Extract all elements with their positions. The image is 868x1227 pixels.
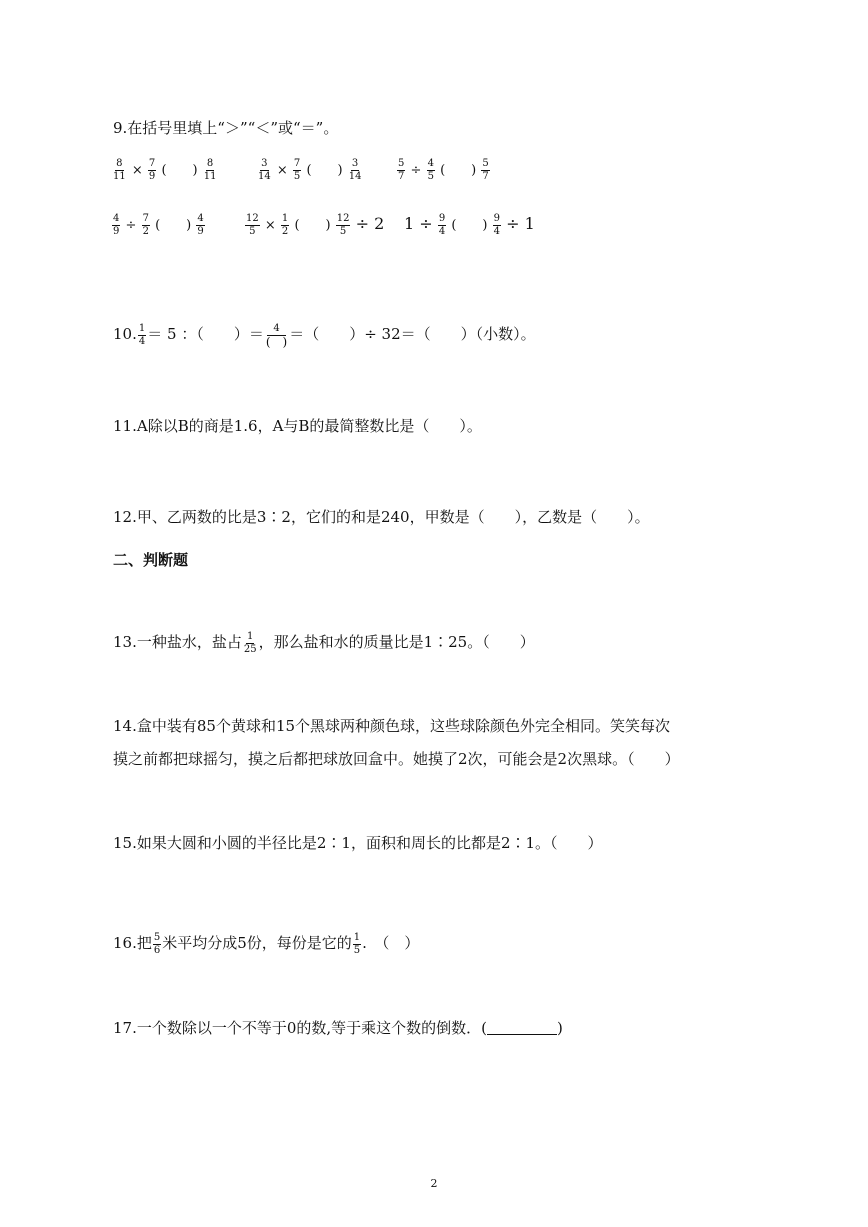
fraction: $\frac{12}{5}$ bbox=[246, 213, 259, 237]
fraction: $\frac{3}{14}$ bbox=[348, 158, 362, 182]
fraction: $\frac{1}{5}$ bbox=[353, 932, 361, 956]
page-number: 2 bbox=[430, 1177, 438, 1190]
answer-blank[interactable]: ( ) bbox=[294, 218, 331, 233]
answer-blank[interactable]: ( ) bbox=[161, 163, 198, 178]
q9-expr-5: $\frac{12}{5}$ × $\frac{1}{2}$ ( ) $\frac{12}{5}$ ÷ 2 bbox=[246, 213, 385, 237]
question-15: 15.如果大圆和小圆的半径比是2∶1，面积和周长的比都是2∶1。（ ） bbox=[113, 834, 603, 852]
section-title: 二、判断题 bbox=[113, 551, 189, 569]
blank-fraction[interactable]: $\frac{4}{( )}$ bbox=[265, 323, 288, 349]
fraction: $\frac{9}{4}$ bbox=[493, 213, 500, 237]
fraction: $\frac{7}{5}$ bbox=[293, 158, 301, 182]
question-11: 11.A除以B的商是1.6，A与B的最简整数比是（ ）。 bbox=[113, 417, 482, 435]
fraction: $\frac{4}{9}$ bbox=[113, 213, 120, 237]
answer-blank[interactable]: ( ) bbox=[440, 163, 477, 178]
question-10: 10. $\frac{1}{4}$ ＝ 5 ：（ ）＝ $\frac{4}{( )}$ ＝（ ）÷ 32＝（ ）（小数）。 bbox=[113, 323, 536, 349]
fraction: $\frac{8}{11}$ bbox=[203, 158, 217, 182]
question-9-title: 9.在括号里填上“＞”“＜”或“＝”。 bbox=[113, 119, 339, 137]
question-14-line-1: 14.盒中装有85个黄球和15个黑球两种颜色球，这些球除颜色外完全相同。笑笑每次 bbox=[113, 717, 671, 735]
q9-expr-4: $\frac{4}{9}$ ÷ $\frac{7}{2}$ ( ) $\frac{4}{9}$ bbox=[113, 213, 204, 237]
q9-expr-6: 1 ÷ $\frac{9}{4}$ ( ) $\frac{9}{4}$ ÷ 1 bbox=[404, 213, 535, 237]
question-14-line-2: 摸之前都把球摇匀，摸之后都把球放回盒中。她摸了2次，可能会是2次黑球。（ ） bbox=[113, 750, 680, 768]
fraction: $\frac{5}{6}$ bbox=[153, 932, 161, 956]
fraction: $\frac{4}{5}$ bbox=[427, 158, 434, 182]
q9-expr-1: $\frac{8}{11}$ × $\frac{7}{9}$ ( ) $\frac{8}{11}$ bbox=[113, 158, 217, 182]
answer-blank[interactable]: ( ) bbox=[155, 218, 192, 233]
answer-blank[interactable] bbox=[487, 1020, 557, 1035]
fraction: $\frac{1}{2}$ bbox=[281, 213, 289, 237]
fraction: $\frac{1}{4}$ bbox=[138, 323, 146, 347]
question-13: 13.一种盐水，盐占 $\frac{1}{25}$ ，那么盐和水的质量比是1∶25。（ ） bbox=[113, 631, 535, 655]
question-17: 17.一个数除以一个不等于0的数,等于乘这个数的倒数．( ) bbox=[113, 1019, 563, 1037]
answer-blank[interactable]: ( ) bbox=[451, 218, 488, 233]
question-12: 12.甲、乙两数的比是3∶2，它们的和是240，甲数是（ ），乙数是（ ）。 bbox=[113, 508, 650, 526]
fraction: $\frac{7}{2}$ bbox=[142, 213, 149, 237]
q9-expr-2: $\frac{3}{14}$ × $\frac{7}{5}$ ( ) $\frac{3}{14}$ bbox=[258, 158, 362, 182]
q9-expr-3: $\frac{5}{7}$ ÷ $\frac{4}{5}$ ( ) $\frac{5}{7}$ bbox=[398, 158, 489, 182]
fraction: $\frac{1}{25}$ bbox=[243, 631, 257, 655]
answer-blank[interactable]: ( ) bbox=[306, 163, 343, 178]
fraction: $\frac{12}{5}$ bbox=[336, 213, 350, 237]
fraction: $\frac{5}{7}$ bbox=[482, 158, 489, 182]
fraction: $\frac{4}{9}$ bbox=[197, 213, 204, 237]
fraction: $\frac{8}{11}$ bbox=[113, 158, 126, 182]
fraction: $\frac{5}{7}$ bbox=[398, 158, 405, 182]
question-16: 16.把 $\frac{5}{6}$ 米平均分成5份，每份是它的 $\frac{1}{5}$ . （ ） bbox=[113, 932, 420, 956]
fraction: $\frac{3}{14}$ bbox=[258, 158, 271, 182]
fraction: $\frac{7}{9}$ bbox=[148, 158, 156, 182]
fraction: $\frac{9}{4}$ bbox=[438, 213, 446, 237]
